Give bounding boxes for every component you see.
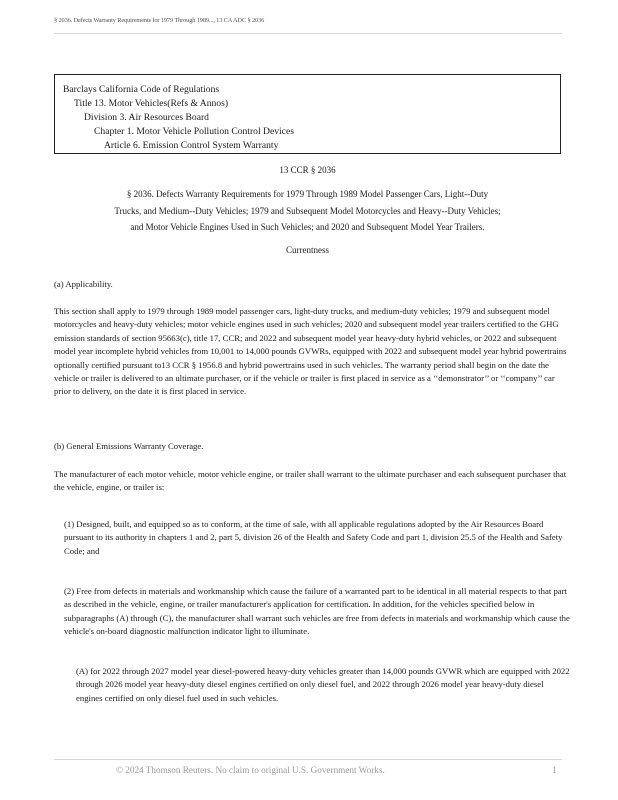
section-title-line: Trucks, and Medium--Duty Vehicles; 1979 and Subsequent Model Motorcycles and Heavy--Duty Vehicles;: [114, 205, 501, 216]
subsection-b-intro: The manufacturer of each motor vehicle, motor vehicle engine, or trailer shall warrant to the ultimate purchaser and each subsequent purchaser that the vehicle, engine, or trailer is:: [54, 469, 567, 493]
page-number: 1: [552, 765, 557, 775]
header-divider: [54, 33, 562, 34]
article-link[interactable]: Article 6. Emission Control System Warranty: [104, 140, 279, 151]
running-header: § 2036. Defects Warranty Requirements for 1979 Through 1989..., 13 CA ADC § 2036: [54, 17, 265, 24]
paragraph-b2: (2) Free from defects in materials and workmanship which cause the failure of a warranted part to be identical in all material respects to that part as described in the vehicle, engine, or trailer manufacturer's application for certification. In addition, for the vehicles specified below in subparagraphs (A) through (C), the manufacturer shall warrant such vehicles are free from defects in materials and workmanship which cause the vehicle's on-board diagnostic malfunction indicator light to illuminate.: [64, 586, 570, 637]
code-name[interactable]: Barclays California Code of Regulations: [63, 84, 220, 95]
section-title: [54, 186, 561, 236]
citation-hierarchy-box: [54, 74, 561, 154]
section-title-line: § 2036. Defects Warranty Requirements for 1979 Through 1989 Model Passenger Cars, Light--Duty: [126, 189, 489, 199]
title-link[interactable]: Title 13. Motor Vehicles(Refs & Annos): [74, 98, 229, 109]
section-title-line: and Motor Vehicle Engines Used in Such Vehicles; and 2020 and Subsequent Model Year Trailers.: [130, 222, 485, 232]
subsection-b-heading: (b) General Emissions Warranty Coverage.: [54, 441, 204, 451]
chapter-link[interactable]: Chapter 1. Motor Vehicle Pollution Control Devices: [94, 126, 294, 137]
paragraph-b1: (1) Designed, built, and equipped so as to conform, at the time of sale, with all applicable regulations adopted by the Air Resources Board pursuant to its authority in chapters 1 and 2, part 5, division 26 of the Health and Safety Code and part 1, division 25.5 of the Health and Safety Code; and: [64, 519, 563, 556]
copyright-notice: © 2024 Thomson Reuters. No claim to original U.S. Government Works.: [116, 765, 385, 775]
subparagraph-b2a: (A) for 2022 through 2027 model year diesel-powered heavy-duty vehicles greater than 14,000 pounds GVWR which are equipped with 2022 through 2026 model year heavy-duty diesel engines certified on only diesel fuel, and 2022 through 2026 model year heavy-duty diesel engines certified on only diesel fuel used in such vehicles.: [76, 666, 570, 703]
division-link[interactable]: Division 3. Air Resources Board: [84, 112, 209, 123]
footer-divider: [54, 759, 562, 760]
subsection-a-heading: (a) Applicability.: [54, 279, 113, 289]
currentness-link[interactable]: Currentness: [286, 245, 329, 255]
document-cite: 13 CCR § 2036: [279, 165, 336, 175]
subsection-a-body: This section shall apply to 1979 through 1989 model passenger cars, light-duty trucks, and medium-duty vehicles; 1979 and subsequent model motorcycles and heavy-duty vehicles; motor vehicle engines used in such vehicles; 2020 and subsequent model year trailers certified to the GHG emission standards of section 95663(c), title 17, CCR; and 2022 and subsequent model year heavy-duty hybrid vehicles, or 2022 and subsequent model year incomplete hybrid vehicles from 10,001 to 14,000 pounds GVWRs, equipped with 2022 and subsequent model year hybrid powertrains optionally certified pursuant to13 CCR § 1956.8 and hybrid powertrains used in such vehicles. The warranty period shall begin on the date the vehicle or trailer is delivered to an ultimate purchaser, or if the vehicle or trailer is first placed in service as a ‘‘demonstrator’’ or ‘‘company’’ car prior to delivery, on the date it is first placed in service.: [54, 306, 567, 397]
